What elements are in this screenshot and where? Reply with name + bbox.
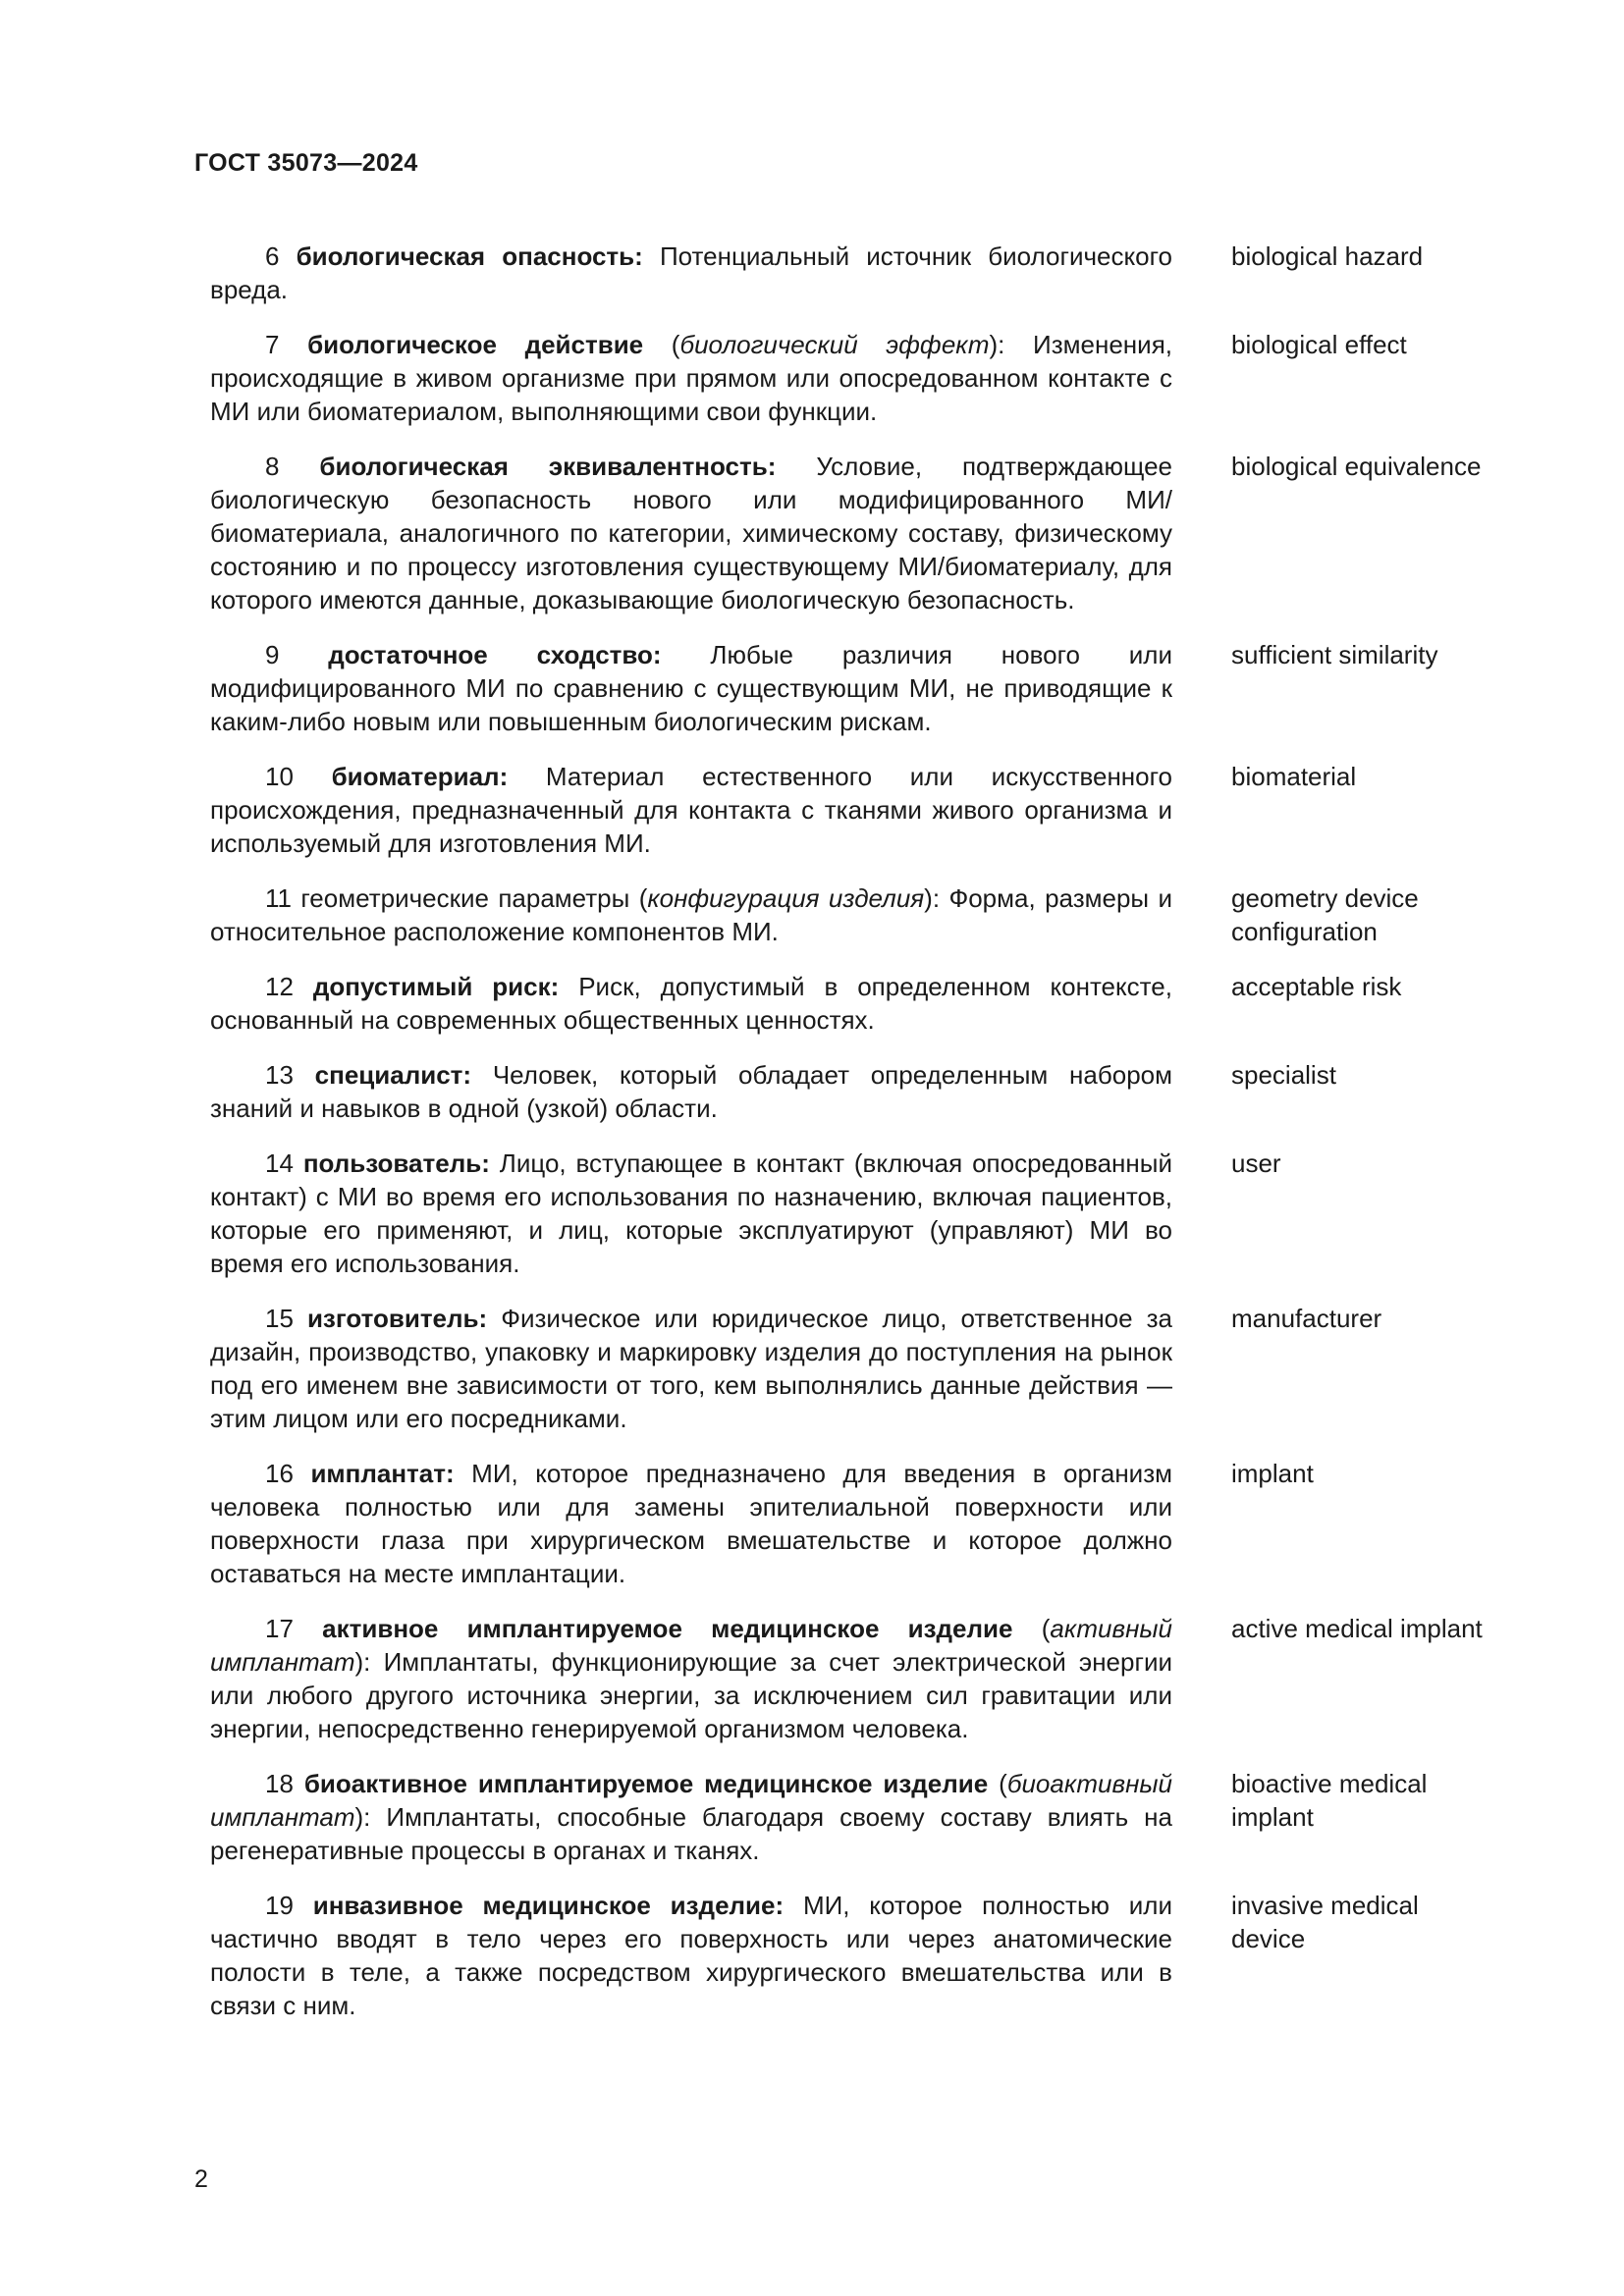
term-number: 8 [265, 452, 280, 481]
term-definition-text: Изменения, происходящие в живом организме при прямом или опосредованном контакте с МИ или биоматериалом, выполняющими свои функции. [210, 330, 1172, 426]
term-entry [210, 328, 1487, 428]
term-number: 7 [265, 330, 280, 359]
term-definition [210, 970, 1172, 1037]
term-english-equivalent: biological hazard [1231, 241, 1424, 271]
term-english-equivalent: invasive medical device [1231, 1891, 1419, 1953]
term-definition [210, 1889, 1172, 2022]
term-definition [210, 240, 1172, 306]
term-english-equivalent: user [1231, 1148, 1281, 1178]
term-entry [210, 1457, 1487, 1590]
term-alt-close: ): [354, 1647, 371, 1677]
term-name: биоматериал: [331, 762, 509, 791]
term-english-equivalent: implant [1231, 1459, 1314, 1488]
term-name: биоактивное имплантируемое медицинское изделие [303, 1769, 989, 1798]
term-definition-text: Имплантаты, функционирующие за счет электрической энергии или любого другого источника энергии, за исключением сил гравитации или энергии, непосредственно генерируемой организмом человека. [210, 1647, 1172, 1743]
term-alt-name: активный имплантат [210, 1614, 1172, 1677]
term-english-equivalent: bioactive medical implant [1231, 1769, 1428, 1832]
term-alt-close: ): [924, 883, 941, 913]
term-name: биологическая эквивалентность: [319, 452, 777, 481]
term-definition-text: МИ, которое полностью или частично вводят в тело через его поверхность или через анатомические полости в теле, а также посредством хирургического вмешательства или в связи с ним. [210, 1891, 1173, 2020]
term-name: достаточное сходство: [328, 640, 662, 669]
term-definition [210, 760, 1172, 860]
term-definition [210, 1457, 1172, 1590]
term-definition: 18 биоактивное имплантируемое медицинское изделие (биоактивный имплантат): Имплантаты, способные благодаря своему составу влиять на регенеративные процессы в органах и тканях. [210, 1769, 1172, 1865]
term-number: 6 [265, 241, 280, 271]
term-definition-text: Условие, подтверждающее биологическую безопасность нового или модифицированного МИ/биоматериала, аналогичного по категории, химическому составу, физическому состоянию и по процессу изготовления существующему МИ/биоматериалу, для которого имеются данные, доказывающие биологическую безопасность. [210, 452, 1172, 614]
term-entry [210, 970, 1487, 1037]
term-name: геометрические параметры [300, 883, 630, 913]
term-number: 18 [265, 1769, 294, 1798]
term-entry [210, 1889, 1487, 2022]
term-alt-name: биоактивный имплантат [210, 1769, 1172, 1832]
term-definition [210, 450, 1172, 616]
term-definition-text: Материал естественного или искусственного происхождения, предназначенный для контакта с тканями живого организма и используемый для изготовления МИ. [210, 762, 1173, 858]
term-entry [210, 240, 1487, 306]
term-definition-text: Имплантаты, способные благодаря своему составу влиять на регенеративные процессы в органах и тканях. [210, 1802, 1172, 1865]
term-entry [210, 1302, 1487, 1435]
term-number: 16 [265, 1459, 294, 1488]
term-entry [210, 760, 1487, 860]
term-definition-text: Человек, который обладает определенным набором знаний и навыков в одной (узкой) области. [210, 1060, 1172, 1123]
term-number: 19 [265, 1891, 294, 1920]
term-number: 10 [265, 762, 294, 791]
term-name: биологическое действие [307, 330, 644, 359]
term-number: 9 [265, 640, 280, 669]
terms-list [210, 240, 1487, 2044]
term-name: специалист: [314, 1060, 472, 1090]
term-definition: 7 биологическое действие (биологический эффект): Изменения, происходящие в живом организме при прямом или опосредованном контакте с МИ или биоматериалом, выполняющими свои функции. [210, 330, 1172, 426]
term-english-equivalent: active medical implant [1231, 1614, 1483, 1643]
term-english-equivalent: biomaterial [1231, 762, 1357, 791]
term-number: 12 [265, 972, 294, 1001]
term-definition: 11 геометрические параметры (конфигурация изделия): Форма, размеры и относительное расположение компонентов МИ. [210, 883, 1172, 946]
document-id: ГОСТ 35073—2024 [194, 149, 418, 177]
term-alt-name: биологический эффект [679, 330, 990, 359]
term-name: инвазивное медицинское изделие: [312, 1891, 785, 1920]
term-alt-close: ): [354, 1802, 371, 1832]
term-definition-text: Физическое или юридическое лицо, ответственное за дизайн, производство, упаковку и маркировку изделия до поступления на рынок под его именем вне зависимости от того, кем выполнялись данные действия — этим лицом или его посредниками. [210, 1304, 1172, 1433]
term-name: пользователь: [302, 1148, 490, 1178]
term-entry [210, 450, 1487, 616]
term-english-equivalent: specialist [1231, 1060, 1336, 1090]
term-number: 11 [265, 883, 292, 913]
term-number: 17 [265, 1614, 294, 1643]
term-name: активное имплантируемое медицинское изделие [322, 1614, 1013, 1643]
term-definition-text: МИ, которое предназначено для введения в организм человека полностью или для замены эпителиальной поверхности или поверхности глаза при хирургическом вмешательстве и которое должно оставаться на месте имплантации. [210, 1459, 1172, 1588]
term-english-equivalent: acceptable risk [1231, 972, 1402, 1001]
term-definition: 17 активное имплантируемое медицинское изделие (активный имплантат): Имплантаты, функционирующие за счет электрической энергии или любого другого источника энергии, за исключением сил гравитации или энергии, непосредственно генерируемой организмом человека. [210, 1614, 1172, 1743]
term-alt-name: конфигурация изделия [647, 883, 925, 913]
term-definition-text: Потенциальный источник биологического вреда. [210, 241, 1172, 304]
term-definition [210, 1147, 1172, 1280]
term-english-equivalent: biological equivalence [1231, 452, 1482, 481]
term-name: имплантат: [310, 1459, 455, 1488]
term-name: допустимый риск: [312, 972, 560, 1001]
term-definition [210, 1058, 1172, 1125]
term-definition-text: Любые различия нового или модифицированного МИ по сравнению с существующим МИ, не приводящие к каким-либо новым или повышенным биологическим рискам. [210, 640, 1172, 736]
term-english-equivalent: geometry device configuration [1231, 883, 1419, 946]
term-number: 13 [265, 1060, 294, 1090]
term-entry [210, 881, 1487, 948]
term-name: биологическая опасность: [296, 241, 643, 271]
term-entry [210, 1058, 1487, 1125]
term-entry [210, 1767, 1487, 1867]
term-number: 15 [265, 1304, 294, 1333]
page-number: 2 [194, 2165, 208, 2193]
term-english-equivalent: biological effect [1231, 330, 1407, 359]
term-definition [210, 638, 1172, 738]
term-definition [210, 1302, 1172, 1435]
term-definition-text: Форма, размеры и относительное расположение компонентов МИ. [210, 883, 1172, 946]
term-definition-text: Лицо, вступающее в контакт (включая опосредованный контакт) с МИ во время его использования по назначению, включая пациентов, которые его применяют, и лиц, которые эксплуатируют (управляют) МИ во время его использования. [210, 1148, 1172, 1278]
term-entry [210, 638, 1487, 738]
term-name: изготовитель: [306, 1304, 488, 1333]
term-definition-text: Риск, допустимый в определенном контексте, основанный на современных общественных ценностях. [210, 972, 1172, 1035]
term-number: 14 [265, 1148, 294, 1178]
term-english-equivalent: manufacturer [1231, 1304, 1382, 1333]
term-entry [210, 1612, 1487, 1745]
term-entry [210, 1147, 1487, 1280]
term-alt-close: ): [989, 330, 1005, 359]
term-english-equivalent: sufficient similarity [1231, 640, 1438, 669]
